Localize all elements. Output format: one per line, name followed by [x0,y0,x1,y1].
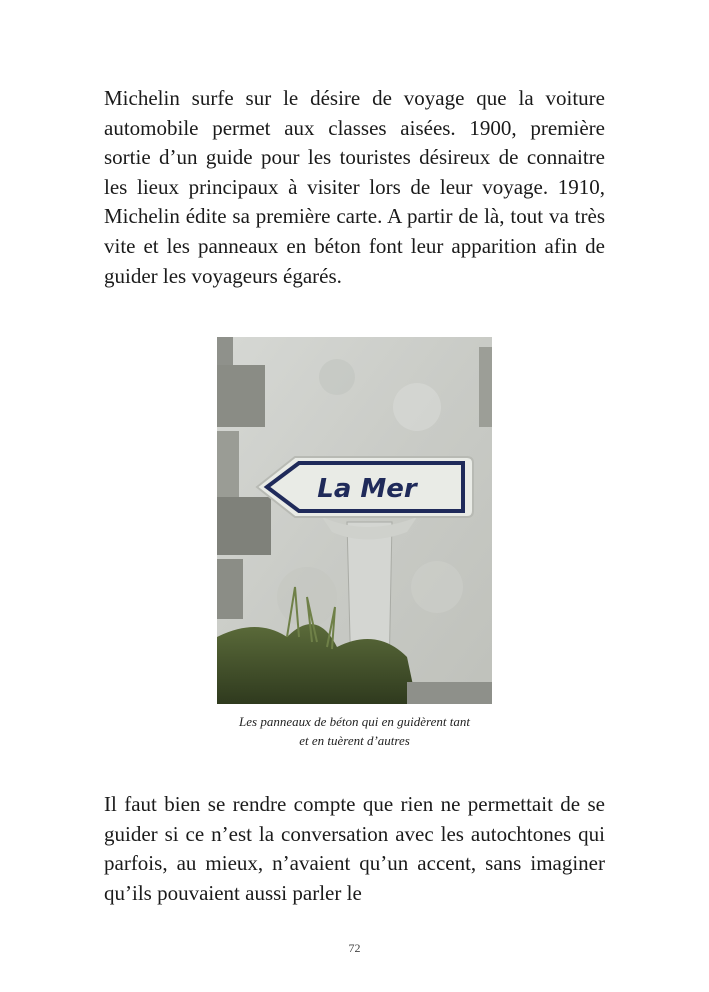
paragraph-continuation: Il faut bien se rendre compte que rien ne permettait de se guider si ce n’est la conversation avec les autochtones qui parfois, au mieux, n’avaient qu’un accent, sans imaginer qu’ils pouvaient aussi parler le [104,792,605,905]
paragraph-intro: Michelin surfe sur le désire de voyage que la voiture automobile permet aux classes aisées. 1900, première sortie d’un guide pour les touristes désireux de connaitre les lieux principaux à visiter lors de leur voyage. 1910, Michelin édite sa première carte. A partir de là, tout va très vite et les panneaux en béton font leur apparition afin de guider les voyageurs égarés. [104,86,605,288]
sign-label: La Mer [317,474,417,504]
caption-line-2: et en tuèrent d’autres [299,733,410,748]
photo-illustration [217,337,492,704]
photo-caption [200,712,509,750]
page-number: 72 [348,941,361,955]
caption-line-1: Les panneaux de béton qui en guidèrent tant [239,714,470,729]
concrete-sign-photo [217,337,492,704]
